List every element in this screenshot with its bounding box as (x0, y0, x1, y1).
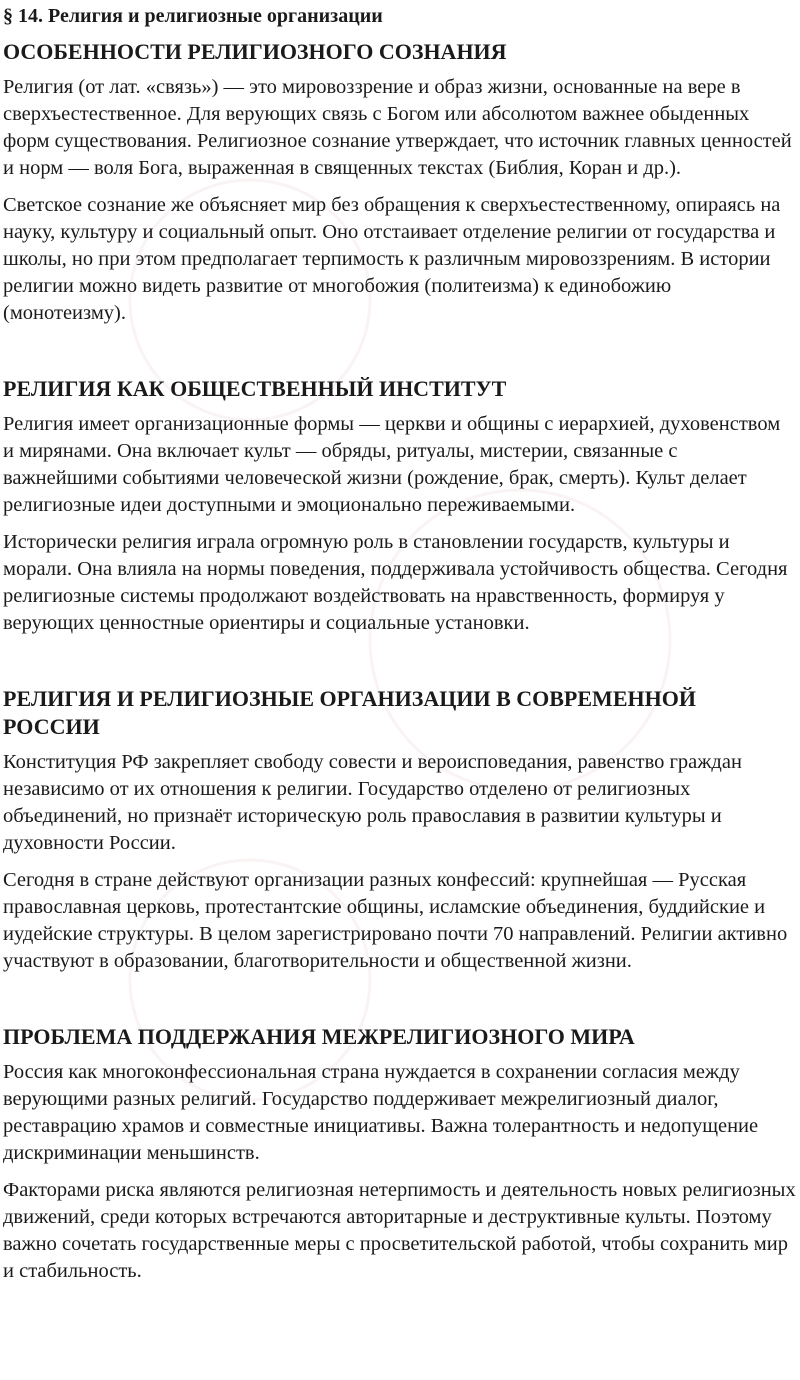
section-spacer (3, 337, 796, 375)
section-spacer (3, 985, 796, 1023)
paragraph: Религия имеет организационные формы — церкви и общины с иерархией, духовенством и мирянами. Она включает культ — обряды, ритуалы, мистерии, связанные с важнейшими событиями человеческой жизни (рождение, брак, смерть). Культ делает религиозные идеи доступными и эмоционально переживаемыми. (3, 413, 781, 516)
paragraph: Факторами риска являются религиозная нетерпимость и деятельность новых религиозных движений, среди которых встречаются авторитарные и деструктивные культы. Поэтому важно сочетать государственные меры с просветительской работой, чтобы сохранить мир и стабильность. (3, 1179, 796, 1282)
paragraph: Конституция РФ закрепляет свободу совести и вероисповедания, равенство граждан независимо от их отношения к религии. Государство отделено от религиозных объединений, но признаёт историческую роль православия в развитии культуры и духовности России. (3, 751, 742, 854)
section-interreligious-peace (3, 1023, 796, 1285)
chapter-title: § 14. Религия и религиозные организации (3, 5, 383, 27)
section-heading: ОСОБЕННОСТИ РЕЛИГИОЗНОГО СОЗНАНИЯ (3, 39, 507, 64)
section-social-institution (3, 375, 796, 637)
paragraph: Исторически религия играла огромную роль в становлении государств, культуры и морали. Она влияла на нормы поведения, поддерживала устойчивость общества. Сегодня религиозные системы продолжают воздействовать на нравственность, формируя у верующих ценностные ориентиры и социальные установки. (3, 531, 788, 634)
section-heading: РЕЛИГИЯ И РЕЛИГИОЗНЫЕ ОРГАНИЗАЦИИ В СОВРЕМЕННОЙ РОССИИ (3, 686, 696, 739)
paragraph: Светское сознание же объясняет мир без обращения к сверхъестественному, опираясь на науку, культуру и социальный опыт. Оно отстаивает отделение религии от государства и школы, но при этом предполагает терпимость к различным мировоззрениям. В истории религии можно видеть развитие от многобожия (политеизма) к единобожию (монотеизму). (3, 194, 781, 324)
section-religious-consciousness (3, 38, 796, 327)
paragraph: Религия (от лат. «связь») — это мировоззрение и образ жизни, основанные на вере в сверхъестественное. Для верующих связь с Богом или абсолютом важнее обыденных форм существования. Религиозное сознание утверждает, что источник главных ценностей и норм — воля Бога, выраженная в священных текстах (Библия, Коран и др.). (3, 76, 792, 179)
section-heading: РЕЛИГИЯ КАК ОБЩЕСТВЕННЫЙ ИНСТИТУТ (3, 376, 507, 401)
section-spacer (3, 647, 796, 685)
section-modern-russia (3, 685, 796, 975)
paragraph: Сегодня в стране действуют организации разных конфессий: крупнейшая — Русская православная церковь, протестантские общины, исламские объединения, буддийские и иудейские структуры. В целом зарегистрировано почти 70 направлений. Религии активно участвуют в образовании, благотворительности и общественной жизни. (3, 869, 788, 972)
paragraph: Россия как многоконфессиональная страна нуждается в сохранении согласия между верующими разных религий. Государство поддерживает межрелигиозный диалог, реставрацию храмов и совместные инициативы. Важна толерантность и недопущение дискриминации меньшинств. (3, 1061, 759, 1164)
section-heading: ПРОБЛЕМА ПОДДЕРЖАНИЯ МЕЖРЕЛИГИОЗНОГО МИРА (3, 1024, 635, 1049)
